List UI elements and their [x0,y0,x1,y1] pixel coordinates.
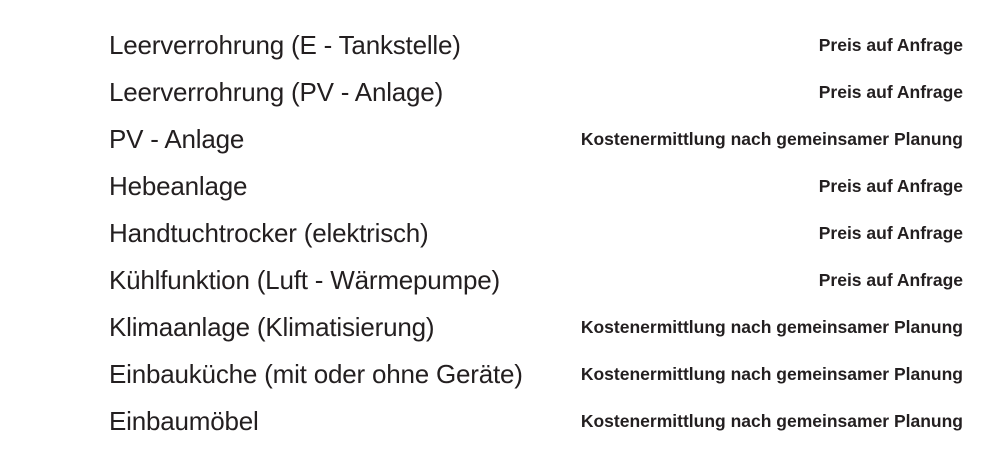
item-price: Preis auf Anfrage [818,175,963,196]
list-item [0,69,981,116]
list-item [0,22,981,69]
item-label: Leerverrohrung (E - Tankstelle) [109,30,461,61]
item-label: Handtuchtrocker (elektrisch) [109,218,429,249]
item-price: Kostenermittlung nach gemeinsamer Planung [580,363,963,384]
item-label: Kühlfunktion (Luft - Wärmepumpe) [109,265,500,296]
item-price: Preis auf Anfrage [818,34,963,55]
item-price: Kostenermittlung nach gemeinsamer Planung [580,410,963,431]
item-list [0,22,981,445]
item-price: Preis auf Anfrage [818,81,963,102]
item-label: Leerverrohrung (PV - Anlage) [109,77,444,108]
list-item [0,210,981,257]
item-price: Kostenermittlung nach gemeinsamer Planung [580,128,963,149]
item-price: Preis auf Anfrage [818,222,963,243]
item-price: Kostenermittlung nach gemeinsamer Planung [580,316,963,337]
list-item [0,304,981,351]
item-label: Klimaanlage (Klimatisierung) [109,312,435,343]
list-item [0,116,981,163]
list-item [0,257,981,304]
item-price: Preis auf Anfrage [818,269,963,290]
list-item [0,163,981,210]
item-label: Hebeanlage [109,171,248,202]
item-label: Einbauküche (mit oder ohne Geräte) [109,359,523,390]
item-label: Einbaumöbel [109,406,259,437]
list-item [0,398,981,445]
item-label: PV - Anlage [109,124,245,155]
list-item [0,351,981,398]
